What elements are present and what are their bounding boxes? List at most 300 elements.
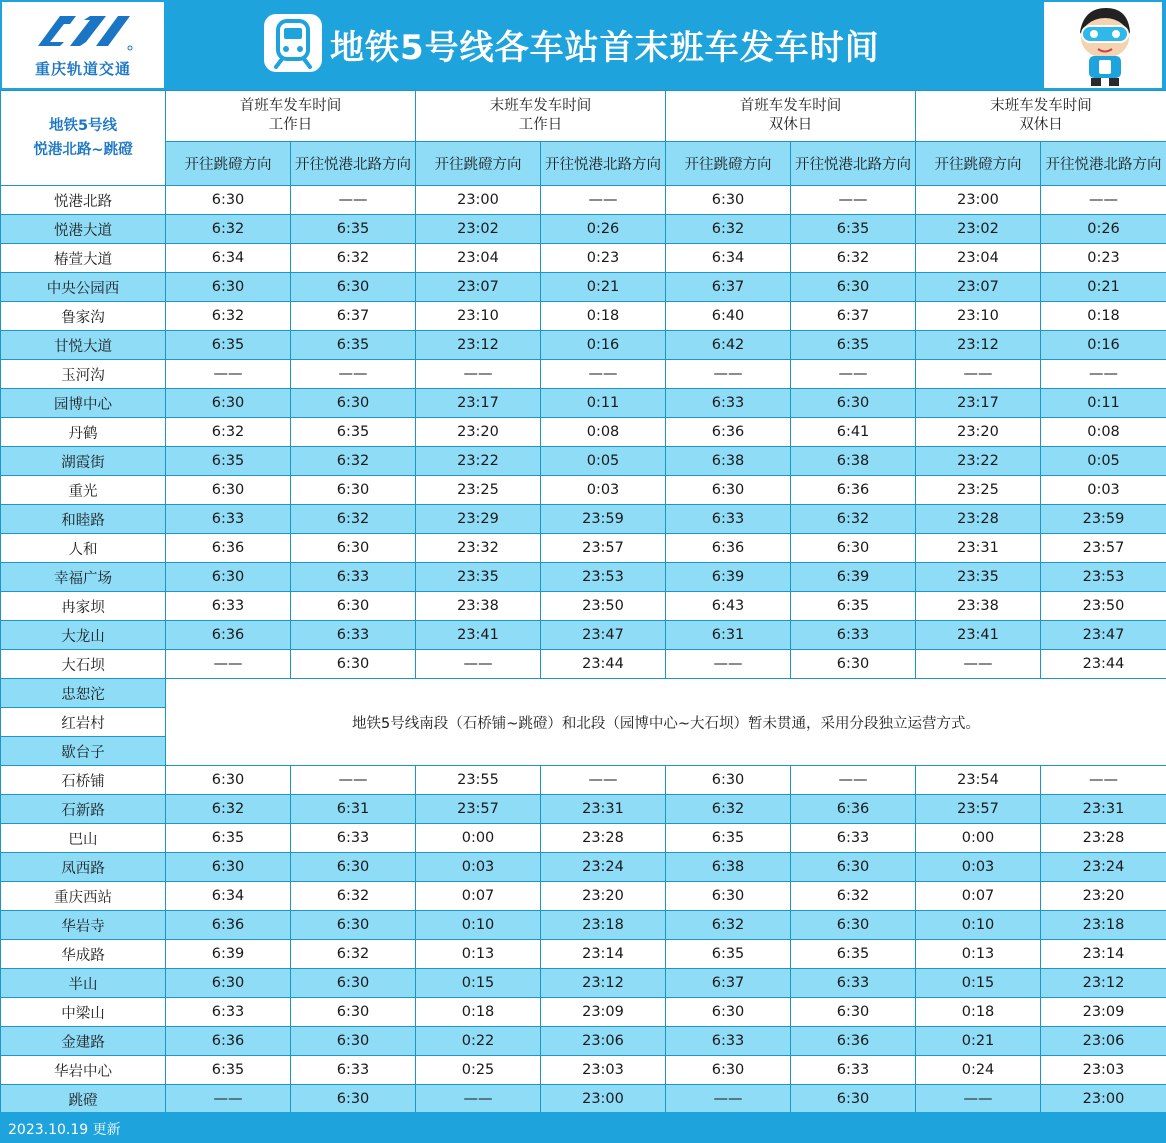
time-cell: 0:03: [541, 476, 666, 505]
time-cell: 6:36: [666, 534, 791, 563]
time-cell: ——: [166, 1085, 291, 1114]
time-cell: 6:30: [166, 563, 291, 592]
time-cell: 6:35: [166, 1056, 291, 1085]
time-cell: 23:32: [416, 534, 541, 563]
station-name: 华岩寺: [1, 911, 166, 940]
time-cell: 6:33: [291, 824, 416, 853]
time-cell: 23:25: [416, 476, 541, 505]
station-name: 石新路: [1, 795, 166, 824]
time-cell: 6:32: [791, 505, 916, 534]
time-cell: 23:24: [541, 853, 666, 882]
direction-header: 开往悦港北路方向: [291, 142, 416, 186]
station-name: 园博中心: [1, 389, 166, 418]
time-cell: 6:30: [666, 998, 791, 1027]
time-cell: 23:04: [916, 244, 1041, 273]
table-row: [1, 1085, 1166, 1114]
station-name: 甘悦大道: [1, 331, 166, 360]
metro-train-icon: [264, 14, 322, 72]
time-cell: 23:00: [916, 186, 1041, 215]
time-cell: 6:33: [291, 621, 416, 650]
time-cell: 23:50: [1041, 592, 1166, 621]
station-name: 华岩中心: [1, 1056, 166, 1085]
time-cell: 23:44: [541, 650, 666, 679]
time-cell: 0:05: [541, 447, 666, 476]
table-row: [1, 215, 1166, 244]
table-row: [1, 998, 1166, 1027]
time-cell: 6:30: [666, 476, 791, 505]
time-cell: 6:30: [666, 766, 791, 795]
time-cell: 6:32: [166, 418, 291, 447]
time-cell: 6:36: [166, 621, 291, 650]
time-cell: 0:00: [416, 824, 541, 853]
table-row: [1, 389, 1166, 418]
time-cell: 6:32: [291, 940, 416, 969]
station-name: 鲁家沟: [1, 302, 166, 331]
time-cell: 6:30: [291, 853, 416, 882]
time-cell: 6:35: [166, 447, 291, 476]
time-cell: 23:25: [916, 476, 1041, 505]
time-cell: 23:24: [1041, 853, 1166, 882]
time-cell: 6:30: [166, 969, 291, 998]
time-cell: 23:22: [916, 447, 1041, 476]
time-cell: 6:30: [291, 534, 416, 563]
time-cell: 0:26: [541, 215, 666, 244]
direction-header: 开往跳磴方向: [916, 142, 1041, 186]
time-cell: 23:14: [1041, 940, 1166, 969]
time-cell: 6:34: [166, 882, 291, 911]
table-row: [1, 592, 1166, 621]
time-cell: 23:54: [916, 766, 1041, 795]
service-notice: 地铁5号线南段（石桥铺~跳磴）和北段（园博中心~大石坝）暂未贯通，采用分段独立运营方式。: [166, 679, 1166, 766]
station-name: 石桥铺: [1, 766, 166, 795]
time-cell: 0:21: [916, 1027, 1041, 1056]
station-name: 幸福广场: [1, 563, 166, 592]
table-row: [1, 418, 1166, 447]
time-cell: 23:44: [1041, 650, 1166, 679]
logo-text: 重庆轨道交通: [34, 60, 131, 78]
time-cell: 6:36: [166, 911, 291, 940]
time-cell: 23:10: [416, 302, 541, 331]
time-cell: ——: [416, 1085, 541, 1114]
time-cell: 6:35: [666, 940, 791, 969]
time-cell: 6:30: [166, 273, 291, 302]
time-cell: 6:38: [791, 447, 916, 476]
logo: [2, 2, 164, 88]
page-title: 地铁5号线各车站首末班车发车时间: [330, 28, 880, 68]
time-cell: 23:12: [541, 969, 666, 998]
table-row: [1, 1027, 1166, 1056]
time-cell: 6:30: [291, 1085, 416, 1114]
direction-header: 开往跳磴方向: [166, 142, 291, 186]
table-row: [1, 476, 1166, 505]
table-row: [1, 1056, 1166, 1085]
time-cell: 6:42: [666, 331, 791, 360]
time-cell: 23:38: [916, 592, 1041, 621]
timetable: [0, 90, 1166, 1114]
time-cell: 23:38: [416, 592, 541, 621]
station-name: 湖霞街: [1, 447, 166, 476]
direction-header: 开往跳磴方向: [666, 142, 791, 186]
time-cell: ——: [916, 360, 1041, 389]
time-cell: 6:30: [791, 389, 916, 418]
time-cell: 6:33: [666, 505, 791, 534]
station-name: 半山: [1, 969, 166, 998]
time-cell: 0:21: [541, 273, 666, 302]
station-name: 人和: [1, 534, 166, 563]
table-row: [1, 969, 1166, 998]
time-cell: 6:30: [791, 911, 916, 940]
time-cell: 6:33: [791, 621, 916, 650]
time-cell: 6:33: [666, 389, 791, 418]
table-row: [1, 940, 1166, 969]
time-cell: 6:35: [791, 331, 916, 360]
table-row: [1, 824, 1166, 853]
time-cell: 0:22: [416, 1027, 541, 1056]
direction-header: 开往跳磴方向: [416, 142, 541, 186]
time-cell: 6:32: [291, 505, 416, 534]
time-cell: 23:59: [1041, 505, 1166, 534]
station-name: 跳磴: [1, 1085, 166, 1114]
station-name: 重庆西站: [1, 882, 166, 911]
time-cell: 6:32: [291, 882, 416, 911]
time-cell: 6:32: [666, 215, 791, 244]
time-cell: 6:32: [791, 244, 916, 273]
time-cell: 6:30: [291, 650, 416, 679]
time-cell: ——: [1041, 766, 1166, 795]
time-cell: 23:47: [541, 621, 666, 650]
time-cell: 23:31: [1041, 795, 1166, 824]
time-cell: 6:37: [666, 969, 791, 998]
time-cell: 6:30: [166, 186, 291, 215]
time-cell: 23:00: [416, 186, 541, 215]
time-cell: 23:02: [416, 215, 541, 244]
time-cell: 23:17: [416, 389, 541, 418]
time-cell: 6:30: [791, 998, 916, 1027]
time-cell: ——: [541, 186, 666, 215]
time-cell: 23:10: [916, 302, 1041, 331]
time-cell: 6:32: [666, 911, 791, 940]
time-cell: 23:12: [416, 331, 541, 360]
time-cell: 6:30: [291, 273, 416, 302]
time-cell: 0:16: [541, 331, 666, 360]
time-cell: 6:35: [791, 940, 916, 969]
time-cell: 6:30: [791, 534, 916, 563]
group-header: 首班车发车时间 双休日: [666, 91, 916, 142]
table-row: [1, 273, 1166, 302]
update-date: 2023.10.19 更新: [8, 1122, 121, 1138]
station-name: 玉河沟: [1, 360, 166, 389]
time-cell: 0:03: [916, 853, 1041, 882]
time-cell: 23:18: [541, 911, 666, 940]
time-cell: 6:35: [791, 592, 916, 621]
time-cell: 0:25: [416, 1056, 541, 1085]
station-name: 歇台子: [1, 737, 166, 766]
time-cell: 23:17: [916, 389, 1041, 418]
line-info-cell: [1, 91, 166, 186]
station-name: 大石坝: [1, 650, 166, 679]
time-cell: ——: [1041, 360, 1166, 389]
time-cell: 6:33: [291, 563, 416, 592]
time-cell: 6:41: [791, 418, 916, 447]
time-cell: 23:57: [1041, 534, 1166, 563]
time-cell: 23:31: [916, 534, 1041, 563]
time-cell: 0:18: [416, 998, 541, 1027]
time-cell: 23:03: [541, 1056, 666, 1085]
time-cell: ——: [541, 360, 666, 389]
time-cell: 6:36: [791, 476, 916, 505]
station-name: 悦港大道: [1, 215, 166, 244]
time-cell: 6:30: [166, 476, 291, 505]
time-cell: ——: [791, 186, 916, 215]
time-cell: ——: [1041, 186, 1166, 215]
time-cell: 0:11: [1041, 389, 1166, 418]
time-cell: ——: [666, 1085, 791, 1114]
table-row: [1, 882, 1166, 911]
time-cell: 23:18: [1041, 911, 1166, 940]
time-cell: 6:35: [166, 824, 291, 853]
time-cell: 23:06: [541, 1027, 666, 1056]
time-cell: 6:30: [291, 969, 416, 998]
station-name: 中央公园西: [1, 273, 166, 302]
time-cell: 6:30: [291, 911, 416, 940]
time-cell: 0:23: [541, 244, 666, 273]
station-name: 大龙山: [1, 621, 166, 650]
time-cell: 6:31: [666, 621, 791, 650]
time-cell: ——: [416, 650, 541, 679]
time-cell: 0:10: [416, 911, 541, 940]
station-name: 红岩村: [1, 708, 166, 737]
time-cell: 6:33: [666, 1027, 791, 1056]
time-cell: 6:35: [291, 331, 416, 360]
table-row: [1, 853, 1166, 882]
time-cell: 6:39: [666, 563, 791, 592]
time-cell: 23:20: [416, 418, 541, 447]
time-cell: 23:09: [1041, 998, 1166, 1027]
time-cell: 23:57: [916, 795, 1041, 824]
time-cell: 23:29: [416, 505, 541, 534]
direction-header: 开往悦港北路方向: [791, 142, 916, 186]
time-cell: ——: [666, 650, 791, 679]
time-cell: 6:36: [791, 1027, 916, 1056]
table-row: [1, 447, 1166, 476]
time-cell: 0:03: [416, 853, 541, 882]
header-row-directions: [1, 142, 1166, 186]
time-cell: 0:08: [1041, 418, 1166, 447]
time-cell: 23:20: [916, 418, 1041, 447]
station-name: 悦港北路: [1, 186, 166, 215]
time-cell: 6:30: [291, 389, 416, 418]
time-cell: 0:16: [1041, 331, 1166, 360]
time-cell: ——: [791, 360, 916, 389]
time-cell: 23:22: [416, 447, 541, 476]
time-cell: 6:30: [291, 476, 416, 505]
table-row: [1, 360, 1166, 389]
time-cell: 23:53: [1041, 563, 1166, 592]
time-cell: 6:31: [291, 795, 416, 824]
time-cell: 23:35: [916, 563, 1041, 592]
time-cell: 6:33: [791, 1056, 916, 1085]
time-cell: 23:09: [541, 998, 666, 1027]
time-cell: 6:36: [166, 1027, 291, 1056]
station-name: 重光: [1, 476, 166, 505]
time-cell: ——: [541, 766, 666, 795]
table-row: [1, 244, 1166, 273]
time-cell: 0:23: [1041, 244, 1166, 273]
time-cell: 23:00: [1041, 1085, 1166, 1114]
time-cell: 23:41: [916, 621, 1041, 650]
time-cell: 6:40: [666, 302, 791, 331]
header-banner: [0, 0, 1166, 90]
time-cell: ——: [291, 186, 416, 215]
time-cell: 0:13: [416, 940, 541, 969]
time-cell: 0:18: [1041, 302, 1166, 331]
time-cell: 6:30: [791, 853, 916, 882]
direction-header: 开往悦港北路方向: [1041, 142, 1166, 186]
time-cell: 6:30: [791, 1085, 916, 1114]
time-cell: ——: [291, 766, 416, 795]
time-cell: 23:03: [1041, 1056, 1166, 1085]
time-cell: 23:14: [541, 940, 666, 969]
station-name: 丹鹤: [1, 418, 166, 447]
time-cell: 23:55: [416, 766, 541, 795]
table-row: [1, 563, 1166, 592]
time-cell: 23:20: [1041, 882, 1166, 911]
time-cell: 6:30: [666, 1056, 791, 1085]
time-cell: 0:13: [916, 940, 1041, 969]
time-cell: 23:06: [1041, 1027, 1166, 1056]
footer-bar: [0, 1112, 1166, 1143]
time-cell: 6:32: [791, 882, 916, 911]
time-cell: 23:28: [916, 505, 1041, 534]
time-cell: 23:53: [541, 563, 666, 592]
time-cell: 6:33: [166, 505, 291, 534]
table-row: [1, 302, 1166, 331]
group-header: 首班车发车时间 工作日: [166, 91, 416, 142]
time-cell: 6:32: [166, 302, 291, 331]
time-cell: 6:39: [166, 940, 291, 969]
time-cell: ——: [916, 650, 1041, 679]
table-row: [1, 650, 1166, 679]
time-cell: 0:07: [416, 882, 541, 911]
time-cell: 6:43: [666, 592, 791, 621]
time-cell: 6:35: [291, 215, 416, 244]
time-cell: 6:37: [666, 273, 791, 302]
time-cell: 6:36: [791, 795, 916, 824]
time-cell: 6:37: [291, 302, 416, 331]
time-cell: 23:28: [541, 824, 666, 853]
table-row: [1, 766, 1166, 795]
time-cell: 6:32: [166, 215, 291, 244]
table-row: [1, 621, 1166, 650]
table-row: [1, 795, 1166, 824]
time-cell: 6:33: [166, 998, 291, 1027]
time-cell: 23:35: [416, 563, 541, 592]
station-name: 金建路: [1, 1027, 166, 1056]
time-cell: 0:07: [916, 882, 1041, 911]
table-row: [1, 534, 1166, 563]
time-cell: ——: [291, 360, 416, 389]
group-header: 末班车发车时间 双休日: [916, 91, 1166, 142]
time-cell: 6:35: [166, 331, 291, 360]
station-name: 椿萱大道: [1, 244, 166, 273]
time-cell: 6:39: [791, 563, 916, 592]
station-name: 和睦路: [1, 505, 166, 534]
time-cell: 0:24: [916, 1056, 1041, 1085]
time-cell: 6:30: [291, 998, 416, 1027]
time-cell: 0:08: [541, 418, 666, 447]
time-cell: 0:11: [541, 389, 666, 418]
direction-header: 开往悦港北路方向: [541, 142, 666, 186]
time-cell: 0:03: [1041, 476, 1166, 505]
time-cell: ——: [166, 650, 291, 679]
time-cell: 6:35: [791, 215, 916, 244]
time-cell: 23:57: [416, 795, 541, 824]
time-cell: 23:28: [1041, 824, 1166, 853]
time-cell: 0:15: [916, 969, 1041, 998]
time-cell: 23:12: [1041, 969, 1166, 998]
table-row: [1, 911, 1166, 940]
time-cell: 0:26: [1041, 215, 1166, 244]
time-cell: ——: [791, 766, 916, 795]
time-cell: 6:30: [666, 186, 791, 215]
time-cell: 6:30: [166, 766, 291, 795]
header-row-groups: [1, 91, 1166, 142]
group-header: 末班车发车时间 工作日: [416, 91, 666, 142]
line-name: 地铁5号线: [48, 118, 118, 134]
time-cell: 6:30: [666, 882, 791, 911]
time-cell: 23:12: [916, 331, 1041, 360]
mascot-icon: [1044, 2, 1162, 88]
time-cell: ——: [166, 360, 291, 389]
table-row: [1, 679, 1166, 708]
station-name: 华成路: [1, 940, 166, 969]
time-cell: 6:37: [791, 302, 916, 331]
table-row: [1, 331, 1166, 360]
time-cell: 6:32: [291, 244, 416, 273]
time-cell: 23:50: [541, 592, 666, 621]
time-cell: 6:33: [791, 824, 916, 853]
time-cell: 6:35: [666, 824, 791, 853]
station-name: 忠恕沱: [1, 679, 166, 708]
table-row: [1, 505, 1166, 534]
table-row: [1, 186, 1166, 215]
time-cell: 23:02: [916, 215, 1041, 244]
timetable-body: [1, 186, 1166, 1114]
time-cell: 23:41: [416, 621, 541, 650]
time-cell: 6:30: [791, 273, 916, 302]
time-cell: 6:30: [166, 853, 291, 882]
time-cell: 6:38: [666, 447, 791, 476]
time-cell: 6:33: [166, 592, 291, 621]
time-cell: 6:36: [666, 418, 791, 447]
time-cell: 0:10: [916, 911, 1041, 940]
line-range: 悦港北路~跳磴: [33, 142, 133, 158]
time-cell: 23:47: [1041, 621, 1166, 650]
time-cell: 0:05: [1041, 447, 1166, 476]
time-cell: 6:38: [666, 853, 791, 882]
time-cell: 6:32: [166, 795, 291, 824]
time-cell: 23:59: [541, 505, 666, 534]
time-cell: 0:00: [916, 824, 1041, 853]
time-cell: 6:30: [291, 1027, 416, 1056]
time-cell: 23:57: [541, 534, 666, 563]
time-cell: 6:34: [666, 244, 791, 273]
time-cell: 6:35: [291, 418, 416, 447]
station-name: 冉家坝: [1, 592, 166, 621]
station-name: 凤西路: [1, 853, 166, 882]
time-cell: 23:07: [916, 273, 1041, 302]
time-cell: 6:30: [791, 650, 916, 679]
